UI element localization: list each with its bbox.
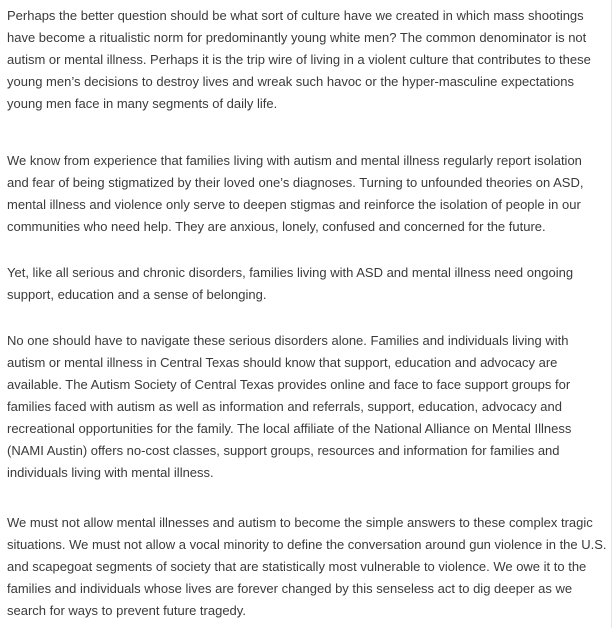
article-paragraph: Perhaps the better question should be what sort of culture have we created in which mass shootings have become a ritualistic norm for predominantly young white men? The common denominator is not autism or mental illness. Perhaps it is the trip wire of living in a violent culture that contributes to these young men’s decisions to destroy lives and wreak such havoc or the hyper-masculine expectations young men face in many segments of daily life. [7, 8, 591, 111]
article-paragraph: Yet, like all serious and chronic disorders, families living with ASD and mental illness need ongoing support, education and a sense of belonging. [7, 265, 574, 302]
article-paragraph: We know from experience that families living with autism and mental illness regularly report isolation and fear of being stigmatized by their loved one’s diagnoses. Turning to unfounded theories on ASD, mental illness and violence only serve to deepen stigmas and reinforce the isolation of people in our communities who need help. They are anxious, lonely, confused and concerned for the future. [7, 153, 584, 234]
article-paragraph: We must not allow mental illnesses and autism to become the simple answers to these complex tragic situations. We must not allow a vocal minority to define the conversation around gun violence in the U.S. and scapegoat segments of society that are statistically most vulnerable to violence. We owe it to the families and individuals whose lives are forever changed by this senseless act to dig deeper as we search for ways to prevent future tragedy. [7, 515, 607, 618]
article-paragraph: No one should have to navigate these serious disorders alone. Families and individuals living with autism or mental illness in Central Texas should know that support, education and advocacy are available. The Autism Society of Central Texas provides online and face to face support groups for families faced with autism as well as information and referrals, support, education, advocacy and recreational opportunities for the family. The local affiliate of the National Alliance on Mental Illness (NAMI Austin) offers no-cost classes, support groups, resources and information for families and individuals living with mental illness. [7, 333, 572, 480]
